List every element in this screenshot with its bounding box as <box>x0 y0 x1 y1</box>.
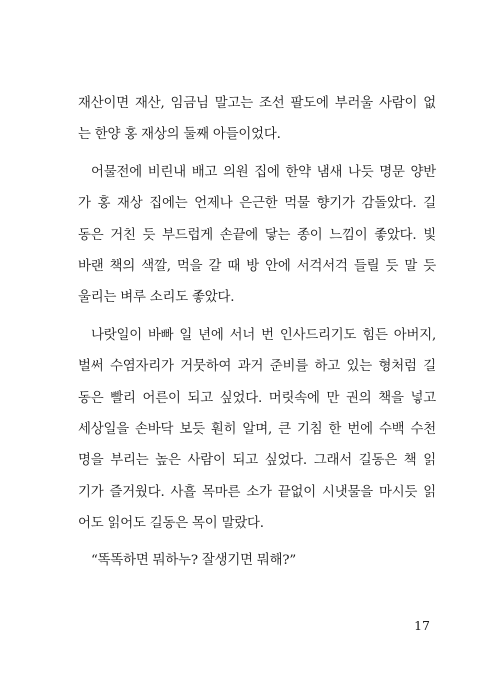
dialogue-line: “똑똑하면 뭐하누? 잘생기면 뭐해?” <box>91 553 296 569</box>
text-line: 동은 빨리 어른이 되고 싶었다. 머릿속에 만 권의 책을 넣고 <box>78 390 436 406</box>
text-line: 가 홍 재상 집에는 언제나 은근한 먹물 향기가 감돌았다. 길 <box>78 196 436 212</box>
body-text <box>78 88 436 577</box>
text-line: 기가 즐거웠다. 사흘 목마른 소가 끝없이 시냇물을 마시듯 읽 <box>78 484 436 500</box>
page-number: 17 <box>414 618 430 633</box>
text-line: 명을 부리는 높은 사람이 되고 싶었다. 그래서 길동은 책 읽 <box>78 453 436 469</box>
paragraph-1 <box>78 88 436 151</box>
text-line: 동은 거친 듯 부드럽게 손끝에 닿는 종이 느낌이 좋았다. 빛 <box>78 227 436 243</box>
text-line: 어물전에 비린내 배고 의원 집에 한약 냄새 나듯 명문 양반 <box>91 164 436 180</box>
paragraph-4 <box>78 545 436 576</box>
text-line: 벌써 수염자리가 거뭇하여 과거 준비를 하고 있는 형처럼 길 <box>78 359 436 375</box>
text-line: 나랏일이 바빠 일 년에 서너 번 인사드리기도 힘든 아버지, <box>91 327 436 343</box>
text-line: 울리는 벼루 소리도 좋았다. <box>78 290 235 306</box>
paragraph-2 <box>78 157 436 314</box>
text-line: 재산이면 재산, 임금님 말고는 조선 팔도에 부러울 사람이 없 <box>78 96 436 111</box>
text-line: 세상일을 손바닥 보듯 훤히 알며, 큰 기침 한 번에 수백 수천 <box>78 421 436 437</box>
text-line: 바랜 책의 색깔, 먹을 갈 때 방 안에 서걱서걱 들릴 듯 말 듯 <box>78 258 436 274</box>
text-line: 어도 읽어도 길동은 목이 말랐다. <box>78 516 264 532</box>
text-line: 는 한양 홍 재상의 둘째 아들이었다. <box>78 127 281 143</box>
paragraph-3 <box>78 320 436 540</box>
